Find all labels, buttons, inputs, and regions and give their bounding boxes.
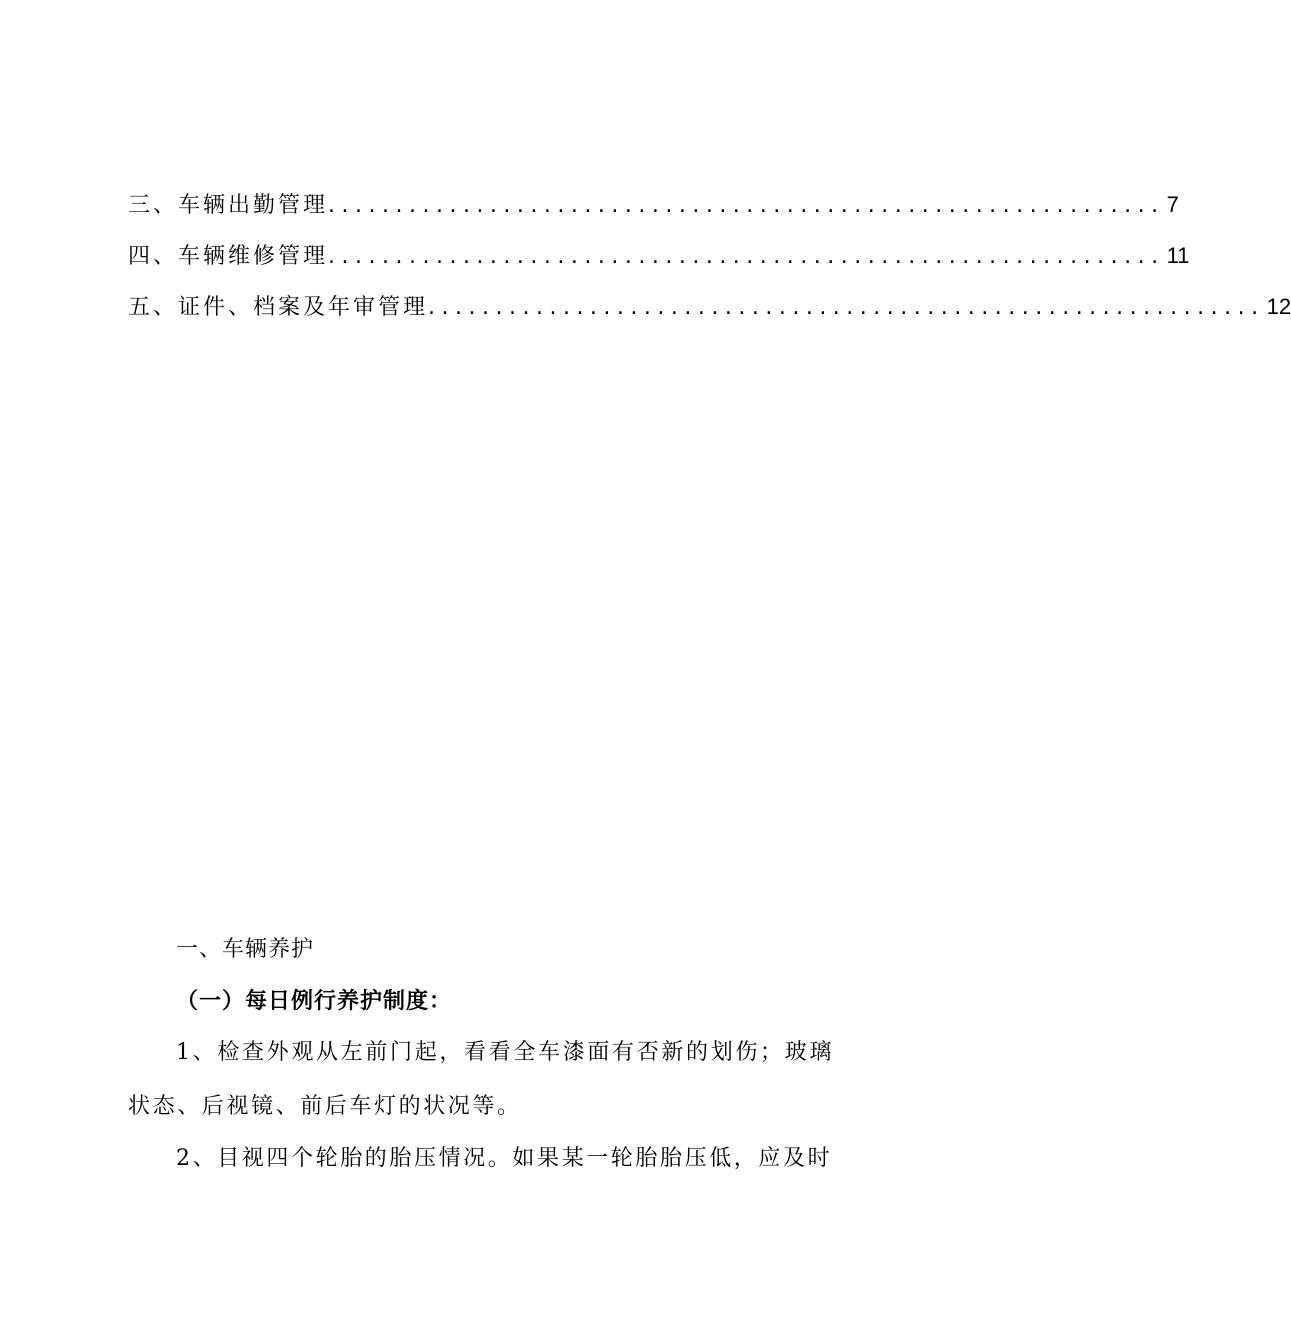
toc-entry-title: 四、车辆维修管理 bbox=[128, 244, 329, 269]
toc-leader-dots: .............................................................. bbox=[328, 193, 1165, 218]
toc-entry-title: 五、证件、档案及年审管理 bbox=[128, 295, 429, 320]
toc-entry[interactable] bbox=[128, 239, 1190, 290]
body-paragraph: 2、目视四个轮胎的胎压情况。如果某一轮胎胎压低，应及时 bbox=[176, 1146, 833, 1171]
toc-leader-dots: .............................................................. bbox=[428, 295, 1265, 320]
toc-leader-dots: .............................................................. bbox=[328, 244, 1165, 269]
body-paragraph: 1、检查外观从左前门起，看看全车漆面有否新的划伤；玻璃状态、后视镜、前后车灯的状况等。 bbox=[128, 1040, 834, 1119]
subsection-heading: （一）每日例行养护制度： bbox=[176, 989, 453, 1014]
toc-entry[interactable] bbox=[128, 188, 1179, 239]
toc-entry-title: 三、车辆出勤管理 bbox=[128, 193, 329, 218]
toc-page-number: 7 bbox=[1166, 192, 1179, 217]
toc-entry[interactable] bbox=[128, 290, 1291, 341]
toc-page-number: 11 bbox=[1166, 243, 1190, 268]
toc-page-number: 12 bbox=[1266, 294, 1291, 319]
section-heading: 一、车辆养护 bbox=[176, 937, 315, 962]
table-of-contents bbox=[128, 188, 1291, 341]
